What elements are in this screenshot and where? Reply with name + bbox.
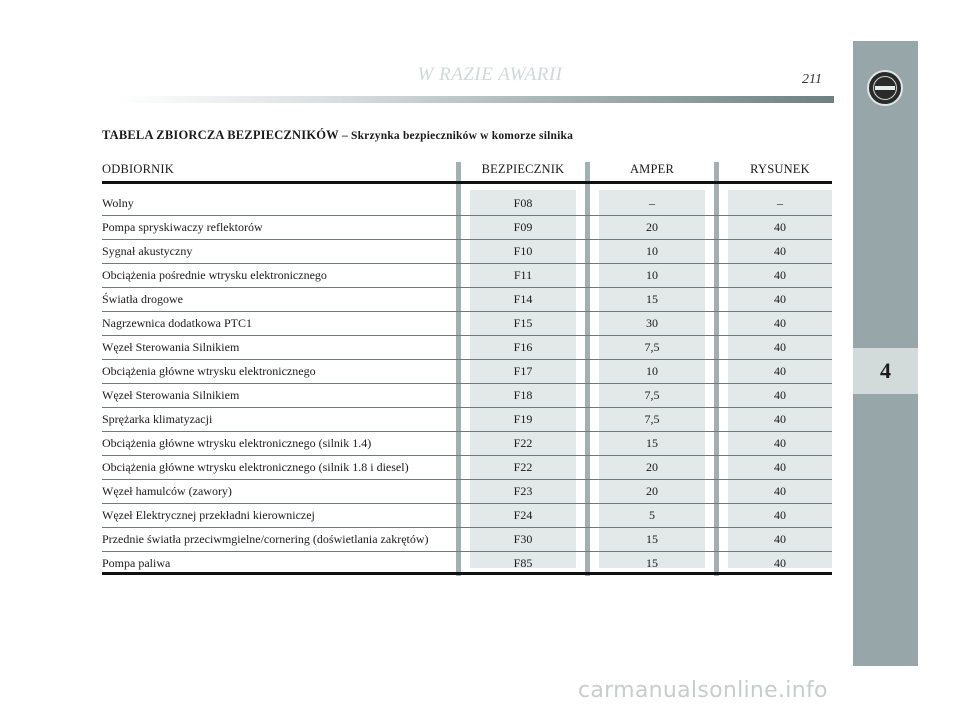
cell-bezpiecznik: F85 [513, 556, 533, 570]
cell-amper: 15 [646, 556, 658, 570]
cell-rysunek: 40 [774, 244, 786, 258]
cell-rysunek: 40 [774, 268, 786, 282]
cell-amper: 30 [646, 316, 658, 330]
cell-bezpiecznik: F10 [513, 244, 533, 258]
header-rule [118, 96, 834, 103]
cell-bezpiecznik: F22 [513, 460, 533, 474]
cell-amper: 15 [646, 532, 658, 546]
header-odbiornik: ODBIORNIK [102, 162, 174, 176]
table-row [102, 433, 832, 456]
cell-odbiornik: Węzeł Elektrycznej przekładni kierowniczej [102, 508, 315, 522]
cell-bezpiecznik: F18 [513, 388, 533, 402]
logo-text [875, 86, 895, 90]
page-number: 211 [802, 72, 822, 87]
table-row [102, 409, 832, 432]
table-row [102, 241, 832, 264]
cell-amper: 15 [646, 292, 658, 306]
cell-rysunek: 40 [774, 436, 786, 450]
table-row [102, 265, 832, 288]
header-rule-line [102, 181, 832, 184]
table-row [102, 385, 832, 408]
table-row [102, 505, 832, 528]
cell-bezpiecznik: F15 [513, 316, 533, 330]
cell-bezpiecznik: F09 [513, 220, 533, 234]
cell-odbiornik: Obciążenia główne wtrysku elektronicznego [102, 364, 316, 378]
cell-bezpiecznik: F16 [513, 340, 533, 354]
cell-rysunek: 40 [774, 292, 786, 306]
cell-odbiornik: Nagrzewnica dodatkowa PTC1 [102, 316, 252, 330]
cell-rysunek: 40 [774, 388, 786, 402]
table-row [102, 481, 832, 504]
cell-amper: 10 [646, 268, 658, 282]
cell-amper: 20 [646, 220, 658, 234]
cell-amper: 20 [646, 460, 658, 474]
table-row [102, 337, 832, 360]
table-title [102, 128, 573, 143]
cell-amper: 5 [649, 508, 655, 522]
cell-bezpiecznik: F19 [513, 412, 533, 426]
table-row [102, 457, 832, 480]
table-row [102, 529, 832, 552]
cell-amper: – [649, 196, 655, 210]
cell-odbiornik: Węzeł Sterowania Silnikiem [102, 340, 240, 354]
cell-rysunek: 40 [774, 412, 786, 426]
cell-rysunek: 40 [774, 484, 786, 498]
cell-rysunek: 40 [774, 556, 786, 570]
cell-rysunek: 40 [774, 460, 786, 474]
cell-bezpiecznik: F17 [513, 364, 533, 378]
cell-bezpiecznik: F14 [513, 292, 533, 306]
watermark: carmanualsonline.info [578, 678, 828, 703]
table-row [102, 361, 832, 384]
cell-bezpiecznik: F30 [513, 532, 533, 546]
lancia-logo-icon [867, 70, 903, 106]
cell-amper: 10 [646, 244, 658, 258]
cell-amper: 20 [646, 484, 658, 498]
cell-odbiornik: Obciążenia główne wtrysku elektronicznego (silnik 1.4) [102, 436, 372, 450]
chapter-tab[interactable]: 4 [853, 348, 918, 394]
table-row [102, 313, 832, 336]
cell-odbiornik: Pompa spryskiwaczy reflektorów [102, 220, 263, 234]
header-bezpiecznik: BEZPIECZNIK [481, 162, 565, 176]
cell-rysunek: 40 [774, 340, 786, 354]
cell-odbiornik: Światła drogowe [102, 292, 183, 306]
cell-bezpiecznik: F24 [513, 508, 533, 522]
cell-amper: 7,5 [644, 388, 660, 402]
cell-odbiornik: Obciążenia pośrednie wtrysku elektronicznego [102, 268, 327, 282]
cell-bezpiecznik: F11 [513, 268, 533, 282]
cell-odbiornik: Węzeł hamulców (zawory) [102, 484, 232, 498]
cell-odbiornik: Węzeł Sterowania Silnikiem [102, 388, 240, 402]
cell-odbiornik: Sprężarka klimatyzacji [102, 412, 213, 426]
cell-rysunek: 40 [774, 316, 786, 330]
header-rysunek: RYSUNEK [750, 162, 810, 176]
table-title-main: TABELA ZBIORCZA BEZPIECZNIKÓW [102, 128, 339, 142]
section-title: W RAZIE AWARII [417, 64, 563, 85]
table-row [102, 217, 832, 240]
fuse-table-body [102, 193, 832, 576]
table-subtitle: – Skrzynka bezpieczników w komorze silnika [338, 130, 574, 142]
cell-amper: 7,5 [644, 340, 660, 354]
cell-bezpiecznik: F22 [513, 436, 533, 450]
cell-amper: 15 [646, 436, 658, 450]
cell-odbiornik: Obciążenia główne wtrysku elektronicznego (silnik 1.8 i diesel) [102, 460, 409, 474]
cell-rysunek: – [777, 196, 783, 210]
cell-odbiornik: Wolny [102, 196, 134, 210]
cell-rysunek: 40 [774, 220, 786, 234]
cell-bezpiecznik: F08 [513, 196, 533, 210]
table-row [102, 193, 832, 216]
cell-rysunek: 40 [774, 532, 786, 546]
cell-odbiornik: Przednie światła przeciwmgielne/cornering (doświetlania zakrętów) [102, 532, 429, 546]
cell-rysunek: 40 [774, 364, 786, 378]
cell-amper: 10 [646, 364, 658, 378]
table-row [102, 289, 832, 312]
header-amper: AMPER [629, 162, 675, 176]
cell-odbiornik: Sygnał akustyczny [102, 244, 193, 258]
cell-odbiornik: Pompa paliwa [102, 556, 171, 570]
cell-rysunek: 40 [774, 508, 786, 522]
cell-amper: 7,5 [644, 412, 660, 426]
table-bottom-rule [102, 572, 832, 575]
cell-bezpiecznik: F23 [513, 484, 533, 498]
